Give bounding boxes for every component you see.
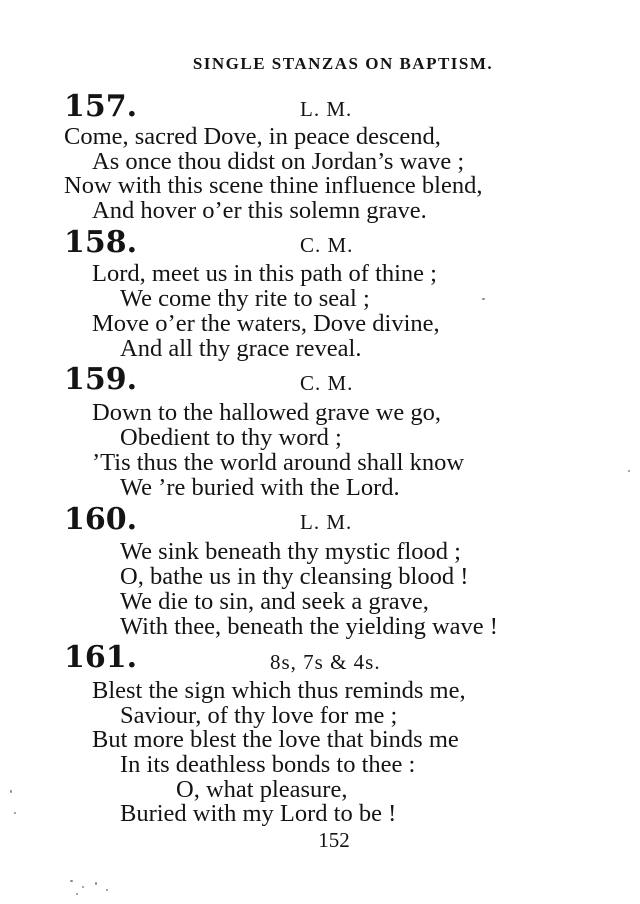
hymn-161-number: 161. — [64, 640, 138, 675]
hymn-160-number: 160. — [64, 502, 138, 537]
hymn-157-number: 157. — [64, 89, 138, 124]
scan-speck — [628, 470, 630, 472]
hymn-157-line-4: And hover o’er this solemn grave. — [92, 197, 427, 224]
hymn-159-line-1: Down to the hallowed grave we go, — [92, 399, 442, 426]
hymn-161-line-5: O, what pleasure, — [176, 776, 348, 803]
hymn-157-meter: L. M. — [300, 97, 353, 121]
hymn-160-line-3: We die to sin, and seek a grave, — [120, 588, 429, 615]
hymn-159-number: 159. — [64, 362, 138, 397]
hymn-158-number: 158. — [64, 225, 138, 260]
hymn-159-meter: C. M. — [300, 371, 354, 395]
scan-speck — [82, 886, 84, 888]
hymn-158-line-4: And all thy grace reveal. — [120, 335, 362, 362]
scan-speck — [70, 880, 73, 882]
hymn-160-line-2: O, bathe us in thy cleansing blood ! — [120, 563, 469, 590]
hymn-157-line-3: Now with this scene thine influence blend, — [64, 172, 483, 199]
running-head: SINGLE STANZAS ON BAPTISM. — [192, 54, 494, 73]
hymn-157-line-1: Come, sacred Dove, in peace descend, — [64, 123, 441, 150]
hymn-159-line-2: Obedient to thy word ; — [120, 424, 342, 451]
hymn-160-meter: L. M. — [300, 510, 353, 534]
hymn-160-line-4: With thee, beneath the yielding wave ! — [120, 613, 498, 640]
hymn-161-line-4: In its deathless bonds to thee : — [120, 751, 416, 778]
scan-speck — [95, 882, 97, 885]
hymn-161-meter: 8s, 7s & 4s. — [270, 650, 381, 674]
hymn-161-line-3: But more blest the love that binds me — [92, 726, 459, 753]
page-number: 152 — [318, 828, 350, 852]
hymn-158-meter: C. M. — [300, 233, 354, 257]
hymn-159-line-4: We ’re buried with the Lord. — [120, 474, 400, 501]
hymn-157-line-2: As once thou didst on Jordan’s wave ; — [92, 148, 465, 175]
hymn-158-line-2: We come thy rite to seal ; — [120, 285, 370, 312]
scan-speck — [106, 889, 108, 891]
hymn-158-line-3: Move o’er the waters, Dove divine, — [92, 310, 440, 337]
scan-speck — [482, 298, 485, 300]
hymn-161-line-1: Blest the sign which thus reminds me, — [92, 677, 466, 704]
hymn-161-line-6: Buried with my Lord to be ! — [120, 800, 397, 827]
scan-speck — [14, 812, 16, 814]
scan-speck — [10, 790, 12, 793]
scan-speck — [76, 893, 78, 895]
hymn-160-line-1: We sink beneath thy mystic flood ; — [120, 538, 461, 565]
hymn-158-line-1: Lord, meet us in this path of thine ; — [92, 260, 437, 287]
hymn-159-line-3: ’Tis thus the world around shall know — [92, 449, 465, 476]
hymn-161-line-2: Saviour, of thy love for me ; — [120, 702, 398, 729]
